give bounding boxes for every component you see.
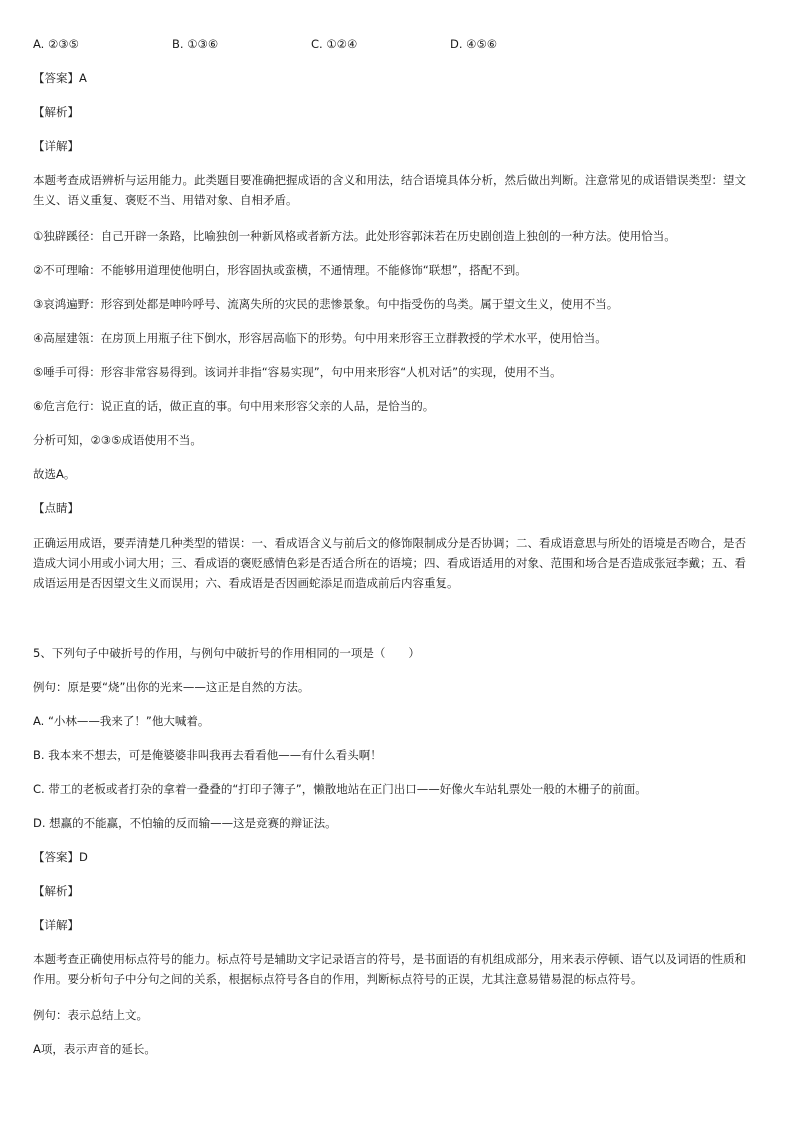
q5-answer: 【答案】D [33, 850, 88, 864]
q4-option-a: A. ②③⑤ [33, 37, 79, 51]
q4-option-c: C. ①②④ [311, 37, 358, 51]
q5-question: 5、下列句子中破折号的作用，与例句中破折号的作用相同的一项是（ ） [33, 646, 420, 660]
q4-option-b: B. ①③⑥ [172, 37, 219, 51]
q4-answer: 【答案】A [33, 71, 87, 85]
q4-intro-paragraph: 本题考查成语辨析与运用能力。此类题目要准确把握成语的含义和用法，结合语境具体分析，然后做出判断。注意常见的成语错误类型：望文生义、语义重复、褒贬不当、用错对象、自相矛盾。 [33, 173, 746, 207]
q5-option-b: B. 我本来不想去，可是俺婆婆非叫我再去看看他——有什么看头啊！ [33, 748, 382, 762]
q5-analysis-heading: 【解析】 [33, 884, 79, 898]
q4-summary: 分析可知，②③⑤成语使用不当。 [33, 433, 202, 447]
q5-option-c: C. 带工的老板或者打杂的拿着一叠叠的“打印子簿子”，懒散地站在正门出口——好像火车站轧票处一般的木栅子的前面。 [33, 782, 647, 796]
q4-analysis-heading: 【解析】 [33, 105, 79, 119]
q4-tip-heading: 【点睛】 [33, 501, 79, 515]
q4-item-5: ⑤唾手可得：形容非常容易得到。该词并非指“容易实现”，句中用来形容“人机对话”的实现，使用不当。 [33, 365, 562, 379]
q4-option-d: D. ④⑤⑥ [450, 37, 498, 51]
q4-item-2: ②不可理喻：不能够用道理使他明白，形容固执或蛮横，不通情理。不能修饰“联想”，搭配不到。 [33, 263, 527, 277]
q4-tip-paragraph: 正确运用成语，要弄清楚几种类型的错误：一、看成语含义与前后文的修饰限制成分是否协调；二、看成语意思与所处的语境是否吻合，是否造成大词小用或小词大用；三、看成语的褒贬感情色彩是否适合所在的语境；四、看成语适用的对象、范围和场合是否造成张冠李戴；五、看成语运用是否因望文生义而误用；六、看成语是否因画蛇添足而造成前后内容重复。 [33, 536, 746, 590]
q5-detail-heading: 【详解】 [33, 918, 79, 932]
q5-option-a-note: A项，表示声音的延长。 [33, 1042, 156, 1056]
q5-option-a: A. “小林——我来了！”他大喊着。 [33, 714, 210, 728]
q4-item-4: ④高屋建瓴：在房顶上用瓶子往下倒水，形容居高临下的形势。句中用来形容王立群教授的学术水平，使用恰当。 [33, 331, 607, 345]
q4-item-3: ③哀鸿遍野：形容到处都是呻吟呼号、流离失所的灾民的悲惨景象。句中指受伤的鸟类。属于望文生义，使用不当。 [33, 297, 619, 311]
q5-example-note: 例句：表示总结上文。 [33, 1008, 148, 1022]
q5-option-d: D. 想赢的不能赢，不怕输的反而输——这是竞赛的辩证法。 [33, 816, 337, 830]
q5-example: 例句：原是要“烧”出你的光来——这正是自然的方法。 [33, 680, 310, 694]
q4-choose: 故选A。 [33, 467, 76, 481]
q4-detail-heading: 【详解】 [33, 139, 79, 153]
q4-item-6: ⑥危言危行：说正直的话，做正直的事。句中用来形容父亲的人品，是恰当的。 [33, 399, 435, 413]
q4-item-1: ①独辟蹊径：自己开辟一条路，比喻独创一种新风格或者新方法。此处形容郭沫若在历史剧创造上独创的一种方法。使用恰当。 [33, 229, 676, 243]
q5-intro-paragraph: 本题考查正确使用标点符号的能力。标点符号是辅助文字记录语言的符号，是书面语的有机组成部分，用来表示停顿、语气以及词语的性质和作用。要分析句子中分句之间的关系，根据标点符号各自的作用，判断标点符号的正误，尤其注意易错易混的标点符号。 [33, 952, 746, 986]
